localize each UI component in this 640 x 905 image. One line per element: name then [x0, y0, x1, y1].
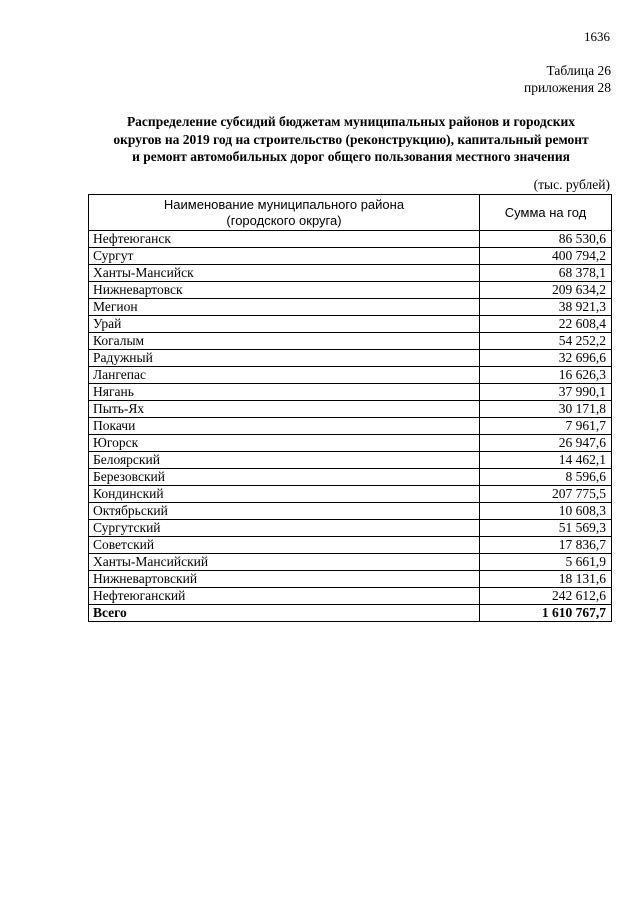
- table-row: [89, 401, 612, 418]
- table-caption-appendix: приложения 28: [523, 80, 611, 95]
- column-header-name: [89, 195, 480, 231]
- annual-sum-cell: 7 961,7: [480, 418, 612, 435]
- total-sum-cell: 1 610 767,7: [480, 605, 612, 622]
- annual-sum-cell: 8 596,6: [480, 469, 612, 486]
- table-header-row: [89, 195, 612, 231]
- total-label-cell: Всего: [89, 605, 480, 622]
- municipality-name-cell: Березовский: [89, 469, 480, 486]
- annual-sum-cell: 68 378,1: [480, 265, 612, 282]
- table-body: [89, 231, 612, 622]
- municipality-name-cell: Белоярский: [89, 452, 480, 469]
- annual-sum-cell: 51 569,3: [480, 520, 612, 537]
- total-row: [89, 605, 612, 622]
- table-row: [89, 248, 612, 265]
- municipality-name-cell: Когалым: [89, 333, 480, 350]
- annual-sum-cell: 17 836,7: [480, 537, 612, 554]
- annual-sum-cell: 86 530,6: [480, 231, 612, 248]
- annual-sum-cell: 18 131,6: [480, 571, 612, 588]
- page-number: 1636: [584, 29, 610, 44]
- document-title-line-1: Распределение субсидий бюджетам муниципальных районов и городских: [126, 114, 576, 129]
- table-row: [89, 571, 612, 588]
- municipality-name-cell: Нефтеюганский: [89, 588, 480, 605]
- municipality-name-cell: Пыть-Ях: [89, 401, 480, 418]
- annual-sum-cell: 22 608,4: [480, 316, 612, 333]
- table-row: [89, 452, 612, 469]
- subsidy-table: [88, 194, 612, 622]
- municipality-name-cell: Урай: [89, 316, 480, 333]
- table-caption-number: Таблица 26: [546, 63, 611, 78]
- municipality-name-cell: Югорск: [89, 435, 480, 452]
- annual-sum-cell: 16 626,3: [480, 367, 612, 384]
- municipality-name-cell: Октябрьский: [89, 503, 480, 520]
- table-row: [89, 588, 612, 605]
- table-row: [89, 350, 612, 367]
- municipality-name-cell: Ханты-Мансийск: [89, 265, 480, 282]
- document-title-line-3: и ремонт автомобильных дорог общего пользования местного значения: [132, 149, 570, 164]
- column-header-name-line-1: Наименование муниципального района: [163, 196, 405, 212]
- table-row: [89, 520, 612, 537]
- table-row: [89, 316, 612, 333]
- annual-sum-cell: 5 661,9: [480, 554, 612, 571]
- table-caption: [524, 62, 611, 96]
- table-row: [89, 265, 612, 282]
- annual-sum-cell: 209 634,2: [480, 282, 612, 299]
- municipality-name-cell: Лангепас: [89, 367, 480, 384]
- municipality-name-cell: Советский: [89, 537, 480, 554]
- municipality-name-cell: Нижневартовск: [89, 282, 480, 299]
- annual-sum-cell: 14 462,1: [480, 452, 612, 469]
- table-row: [89, 435, 612, 452]
- annual-sum-cell: 207 775,5: [480, 486, 612, 503]
- annual-sum-cell: 30 171,8: [480, 401, 612, 418]
- annual-sum-cell: 37 990,1: [480, 384, 612, 401]
- column-header-name-line-2: (городского округа): [226, 212, 342, 228]
- annual-sum-cell: 242 612,6: [480, 588, 612, 605]
- municipality-name-cell: Радужный: [89, 350, 480, 367]
- table-row: [89, 469, 612, 486]
- annual-sum-cell: 400 794,2: [480, 248, 612, 265]
- municipality-name-cell: Нижневартовский: [89, 571, 480, 588]
- annual-sum-cell: 38 921,3: [480, 299, 612, 316]
- document-title-line-2: округов на 2019 год на строительство (реконструкцию), капитальный ремонт: [113, 131, 589, 147]
- municipality-name-cell: Нягань: [89, 384, 480, 401]
- table-row: [89, 367, 612, 384]
- annual-sum-cell: 32 696,6: [480, 350, 612, 367]
- annual-sum-cell: 54 252,2: [480, 333, 612, 350]
- municipality-name-cell: Нефтеюганск: [89, 231, 480, 248]
- municipality-name-cell: Покачи: [89, 418, 480, 435]
- table-row: [89, 231, 612, 248]
- municipality-name-cell: Сургут: [89, 248, 480, 265]
- table-row: [89, 486, 612, 503]
- document-title: [86, 113, 616, 166]
- annual-sum-cell: 10 608,3: [480, 503, 612, 520]
- table-row: [89, 384, 612, 401]
- table-row: [89, 537, 612, 554]
- table-row: [89, 282, 612, 299]
- column-header-sum: Сумма на год: [480, 195, 612, 231]
- table-row: [89, 554, 612, 571]
- municipality-name-cell: Ханты-Мансийский: [89, 554, 480, 571]
- annual-sum-cell: 26 947,6: [480, 435, 612, 452]
- municipality-name-cell: Мегион: [89, 299, 480, 316]
- municipality-name-cell: Кондинский: [89, 486, 480, 503]
- table-row: [89, 299, 612, 316]
- table-row: [89, 503, 612, 520]
- municipality-name-cell: Сургутский: [89, 520, 480, 537]
- units-label: (тыс. рублей): [533, 177, 610, 192]
- table-row: [89, 333, 612, 350]
- table-row: [89, 418, 612, 435]
